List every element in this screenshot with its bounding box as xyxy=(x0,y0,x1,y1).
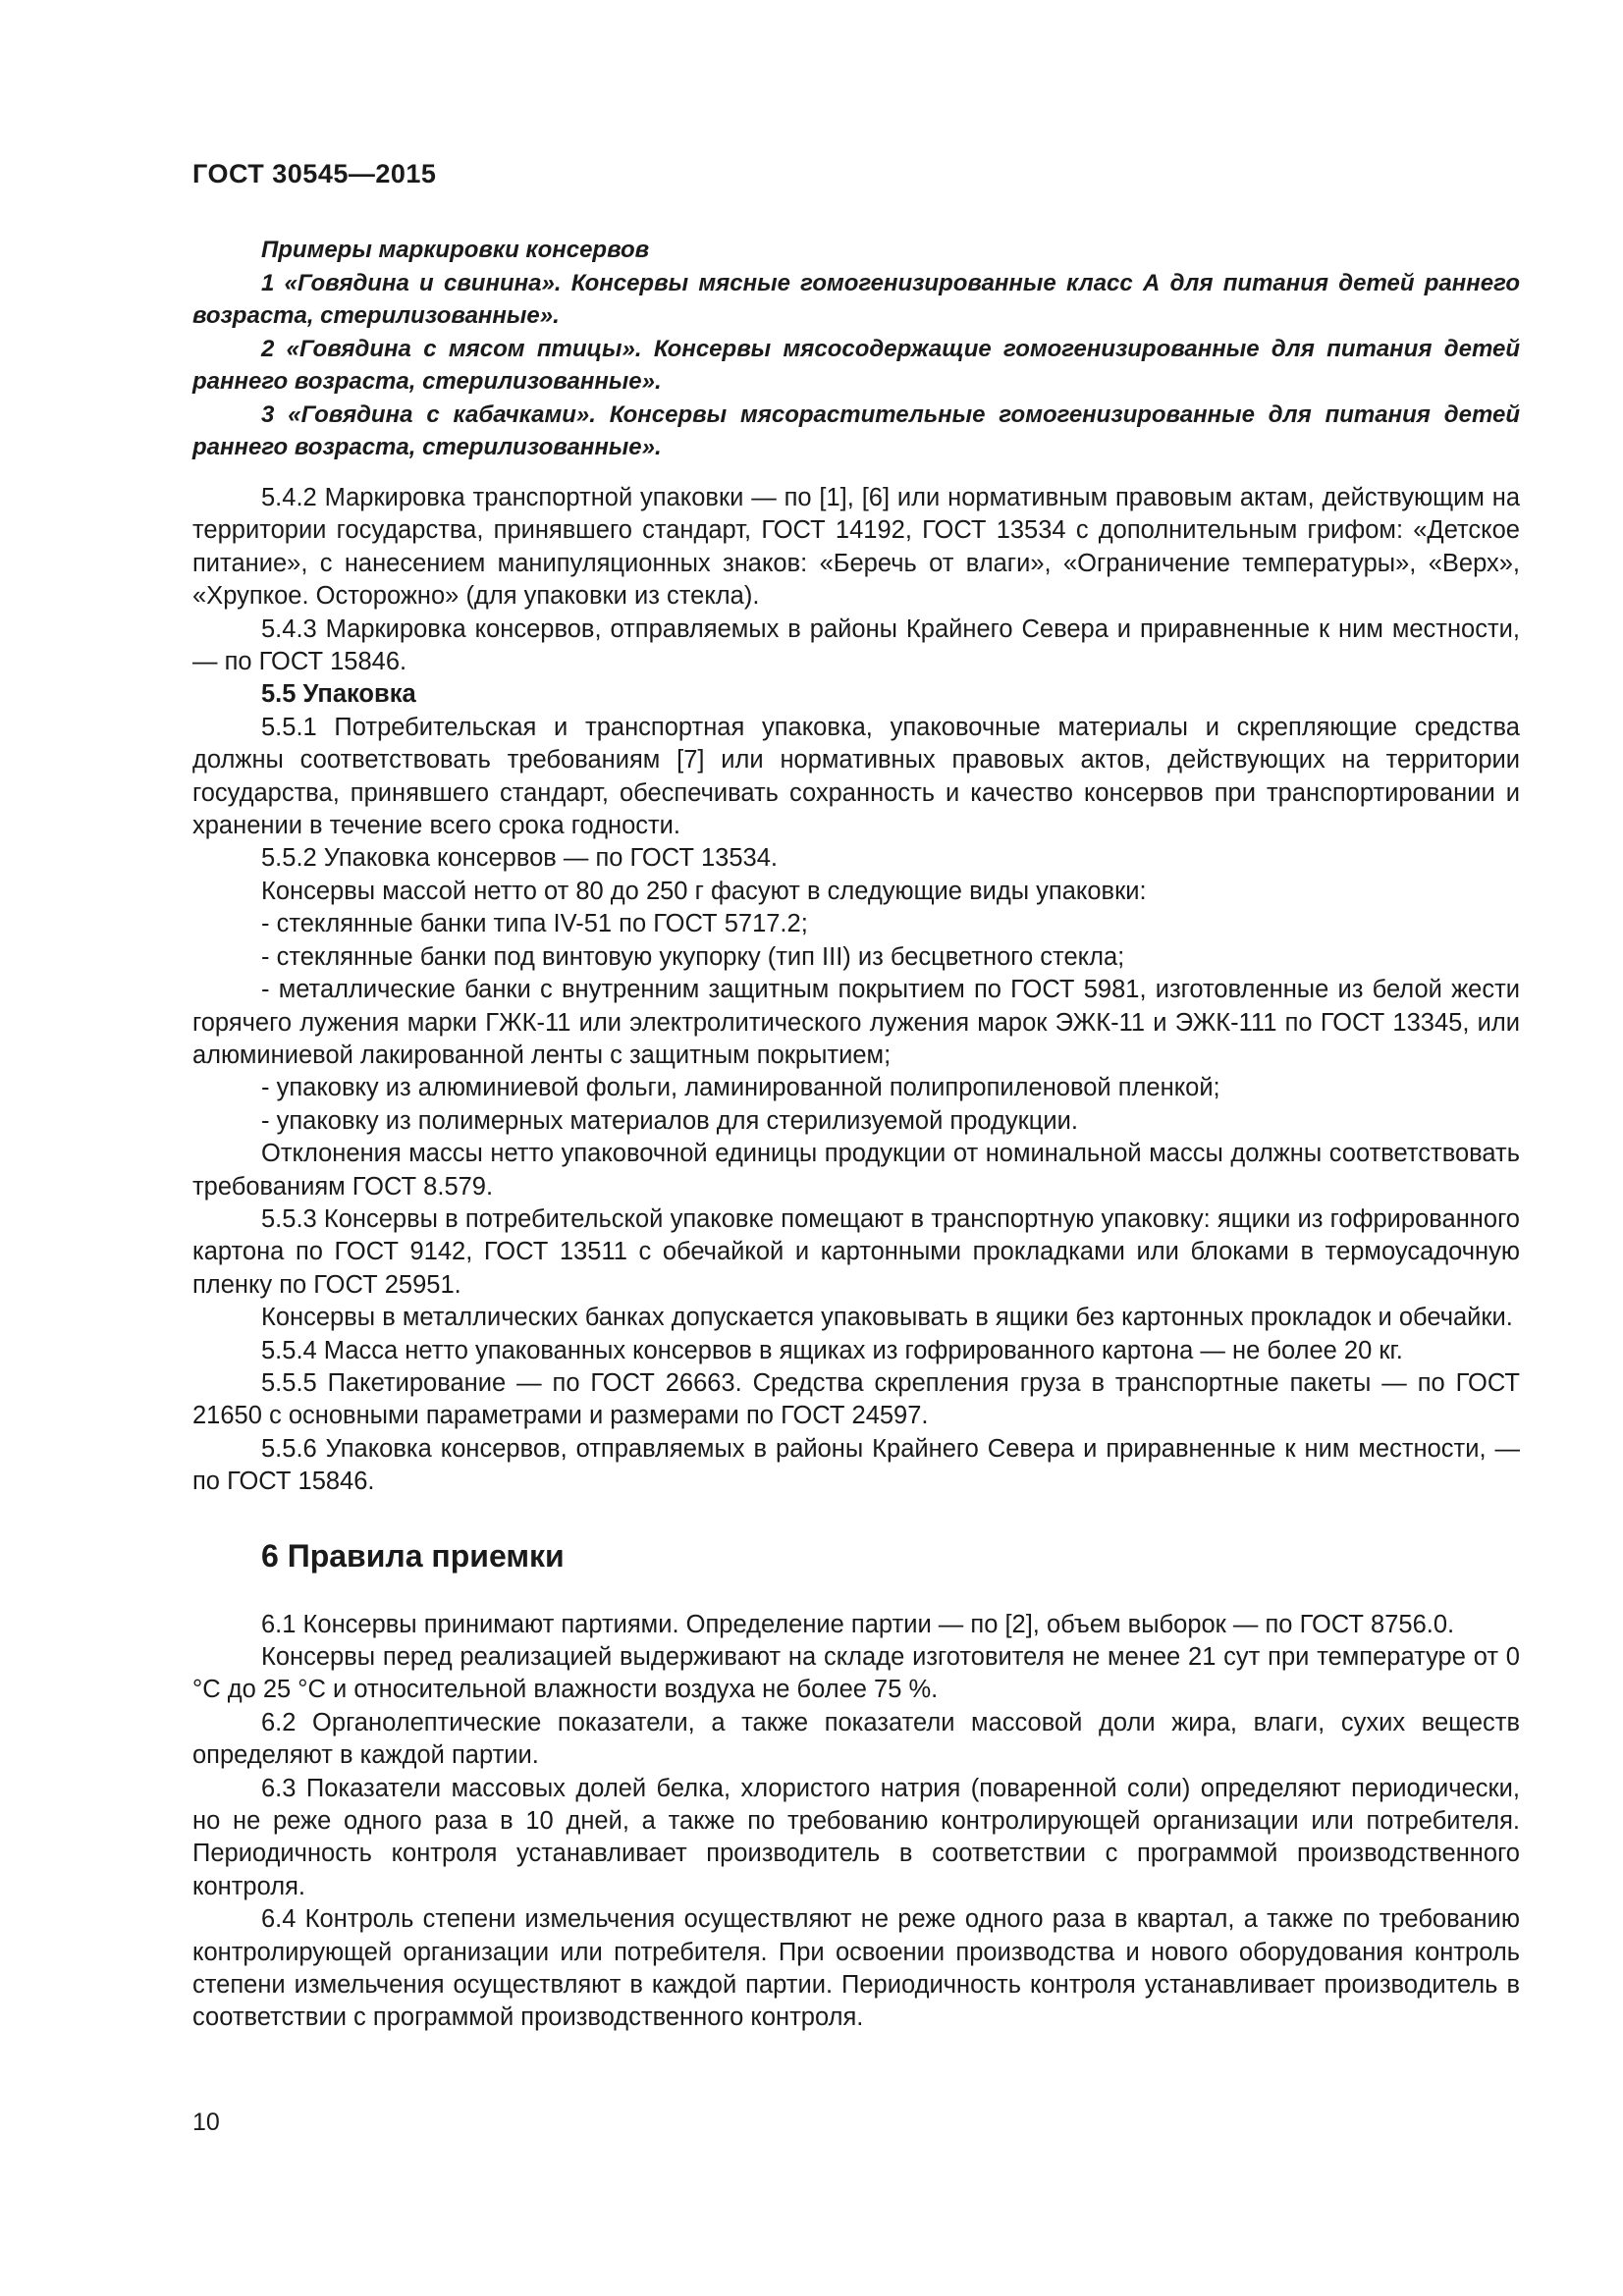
paragraph-5-5-6: 5.5.6 Упаковка консервов, отправляемых в районы Крайнего Севера и приравненные к ним местности, — по ГОСТ 15846. xyxy=(192,1434,1520,1496)
example-item: 2 «Говядина с мясом птицы». Консервы мясосодержащие гомогенизированные для питания детей раннего возраста, стерилизованные». xyxy=(192,335,1520,395)
document-code-header: ГОСТ 30545—2015 xyxy=(192,159,437,188)
paragraph-6-4: 6.4 Контроль степени измельчения осуществляют не реже одного раза в квартал, а также по требованию контролирующей организации или потребителя. При освоении производства и нового оборудования контроль степени измельчения осуществляют в каждой партии. Периодичность контроля устанавливает производитель в соответствии с программой производственного контроля. xyxy=(192,1905,1520,2032)
example-item: 1 «Говядина и свинина». Консервы мясные гомогенизированные класс А для питания детей раннего возраста, стерилизованные». xyxy=(192,269,1520,329)
paragraph-5-5-5: 5.5.5 Пакетирование — по ГОСТ 26663. Средства скрепления груза в транспортные пакеты — по ГОСТ 21650 с основными параметрами и размерами по ГОСТ 24597. xyxy=(192,1368,1520,1430)
list-item: - упаковку из полимерных материалов для стерилизуемой продукции. xyxy=(261,1106,1078,1135)
paragraph-5-5-4: 5.5.4 Масса нетто упакованных консервов в ящиках из гофрированного картона — не более 20 кг. xyxy=(261,1336,1403,1364)
paragraph-metal-cans: Консервы в металлических банках допускается упаковывать в ящики без картонных прокладок и обечайки. xyxy=(261,1304,1513,1332)
paragraph-5-5-3: 5.5.3 Консервы в потребительской упаковке помещают в транспортную упаковку: ящики из гофрированного картона по ГОСТ 9142, ГОСТ 13511 с обечайкой и картонными прокладками или блоками в термоусадочную пленку по ГОСТ 25951. xyxy=(192,1204,1520,1299)
example-item: 3 «Говядина с кабачками». Консервы мясорастительные гомогенизированные для питания детей раннего возраста, стерилизованные». xyxy=(192,400,1520,460)
examples-title: Примеры маркировки консервов xyxy=(261,237,650,263)
paragraph-5-4-3: 5.4.3 Маркировка консервов, отправляемых в районы Крайнего Севера и приравненные к ним местности, — по ГОСТ 15846. xyxy=(192,614,1520,676)
paragraph-6-3: 6.3 Показатели массовых долей белка, хлористого натрия (поваренной соли) определяют периодически, но не реже одного раза в 10 дней, а также по требованию контролирующей организации или потребителя. Периодичность контроля устанавливает производитель в соответствии с программой производственного контроля. xyxy=(192,1774,1520,1900)
list-item: - металлические банки с внутренним защитным покрытием по ГОСТ 5981, изготовленные из белой жести горячего лужения марки ГЖК-11 или электролитического лужения марок ЭЖК-11 и ЭЖК-111 по ГОСТ 13345, или алюминиевой лакированной ленты с защитным покрытием; xyxy=(192,976,1520,1069)
document-body xyxy=(192,482,1520,2035)
list-item: - стеклянные банки под винтовую укупорку (тип III) из бесцветного стекла; xyxy=(261,942,1125,971)
list-item: - упаковку из алюминиевой фольги, ламинированной полипропиленовой пленкой; xyxy=(261,1074,1220,1102)
section-heading-6: 6 Правила приемки xyxy=(261,1537,565,1574)
page-number: 10 xyxy=(192,2109,220,2136)
list-item: - стеклянные банки типа IV-51 по ГОСТ 5717.2; xyxy=(261,910,808,938)
paragraph-deviation: Отклонения массы нетто упаковочной единицы продукции от номинальной массы должны соответствовать требованиям ГОСТ 8.579. xyxy=(192,1140,1520,1201)
paragraph-net-mass: Консервы массой нетто от 80 до 250 г фасуют в следующие виды упаковки: xyxy=(261,877,1147,905)
paragraph-5-5-2: 5.5.2 Упаковка консервов — по ГОСТ 13534. xyxy=(261,844,778,873)
paragraph-storage: Консервы перед реализацией выдерживают на складе изготовителя не менее 21 сут при температуре от 0 °С до 25 °С и относительной влажности воздуха не более 75 %. xyxy=(192,1643,1520,1704)
paragraph-6-2: 6.2 Органолептические показатели, а также показатели массовой доли жира, влаги, сухих веществ определяют в каждой партии. xyxy=(192,1708,1520,1770)
paragraph-6-1: 6.1 Консервы принимают партиями. Определение партии — по [2], объем выборок — по ГОСТ 8756.0. xyxy=(261,1610,1455,1638)
marking-examples xyxy=(192,234,1520,464)
subsection-heading-5-5: 5.5 Упаковка xyxy=(261,680,416,709)
paragraph-5-5-1: 5.5.1 Потребительская и транспортная упаковка, упаковочные материалы и скрепляющие средства должны соответствовать требованиям [7] или нормативных правовых актов, действующих на территории государства, принявшего стандарт, обеспечивать сохранность и качество консервов при транспортировании и хранении в течение всего срока годности. xyxy=(192,713,1520,840)
paragraph-5-4-2: 5.4.2 Маркировка транспортной упаковки — по [1], [6] или нормативным правовым актам, действующим на территории государства, принявшего стандарт, ГОСТ 14192, ГОСТ 13534 с дополнительным грифом: «Детское питание», с нанесением манипуляционных знаков: «Беречь от влаги», «Ограничение температуры», «Верх», «Хрупкое. Осторожно» (для упаковки из стекла). xyxy=(192,484,1520,611)
